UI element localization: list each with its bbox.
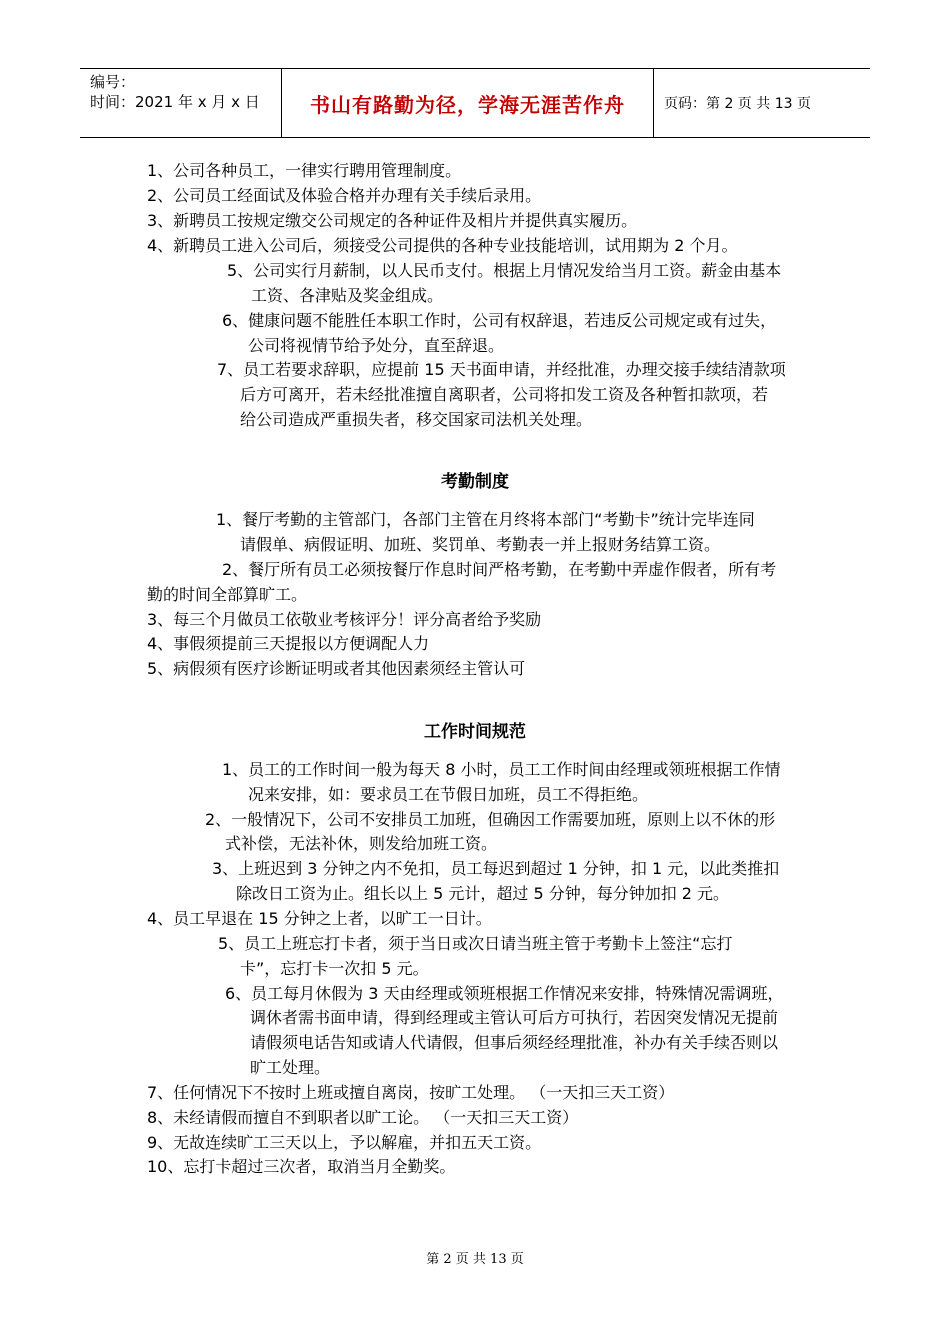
- paragraph-line: 公司将视情节给予处分，直至辞退。: [248, 336, 505, 355]
- motto: 书山有路勤为径，学海无涯苦作舟: [310, 92, 625, 117]
- paragraph-line: 2、公司员工经面试及体验合格并办理有关手续后录用。: [147, 186, 542, 205]
- page-footer: 第 2 页 共 13 页: [426, 1252, 524, 1267]
- paragraph-line: 4、新聘员工进入公司后，须接受公司提供的各种专业技能培训，试用期为 2 个月。: [147, 236, 738, 255]
- paragraph-line: 7、员工若要求辞职，应提前 15 天书面申请，并经批准，办理交接手续结清款项: [217, 360, 786, 379]
- paragraph-line: 卡”，忘打卡一次扣 5 元。: [240, 959, 429, 978]
- paragraph-line: 调休者需书面申请，得到经理或主管认可后方可执行，若因突发情况无提前: [250, 1008, 779, 1027]
- document-header: [80, 68, 870, 138]
- paragraph-line: 5、病假须有医疗诊断证明或者其他因素须经主管认可: [147, 659, 526, 678]
- paragraph-line: 10、忘打卡超过三次者，取消当月全勤奖。: [147, 1157, 456, 1176]
- paragraph-line: 工资、各津贴及奖金组成。: [251, 286, 444, 305]
- section-title-working-hours: 工作时间规范: [424, 722, 526, 742]
- paragraph-line: 2、餐厅所有员工必须按餐厅作息时间严格考勤，在考勤中弄虚作假者，所有考: [222, 560, 777, 579]
- header-page-cell: [654, 69, 870, 137]
- time-label: 时间：2021 年 x 月 x 日: [90, 93, 260, 111]
- paragraph-line: 5、员工上班忘打卡者，须于当日或次日请当班主管于考勤卡上签注“忘打: [218, 934, 733, 953]
- paragraph-line: 6、健康问题不能胜任本职工作时，公司有权辞退，若违反公司规定或有过失，: [222, 311, 777, 330]
- paragraph-line: 后方可离开，若未经批准擅自离职者，公司将扣发工资及各种暂扣款项，若: [240, 385, 769, 404]
- paragraph-line: 8、未经请假而擅自不到职者以旷工论。 （一天扣三天工资）: [147, 1108, 579, 1127]
- paragraph-line: 4、员工早退在 15 分钟之上者，以旷工一日计。: [147, 909, 492, 928]
- paragraph-line: 3、上班迟到 3 分钟之内不免扣，员工每迟到超过 1 分钟，扣 1 元，以此类推扣: [212, 859, 780, 878]
- paragraph-line: 9、无故连续旷工三天以上，予以解雇，并扣五天工资。: [147, 1133, 542, 1152]
- page-info: 页码：第 2 页 共 13 页: [664, 96, 811, 112]
- header-motto-cell: [281, 69, 654, 137]
- paragraph-line: 7、任何情况下不按时上班或擅自离岗，按旷工处理。 （一天扣三天工资）: [147, 1083, 675, 1102]
- paragraph-line: 给公司造成严重损失者，移交国家司法机关处理。: [240, 410, 593, 429]
- code-label: 编号：: [90, 73, 136, 91]
- paragraph-line: 况来安排，如：要求员工在节假日加班，员工不得拒绝。: [248, 785, 649, 804]
- section-title-attendance: 考勤制度: [441, 472, 509, 492]
- paragraph-line: 6、员工每月休假为 3 天由经理或领班根据工作情况来安排，特殊情况需调班，: [225, 984, 784, 1003]
- paragraph-line: 除改日工资为止。组长以上 5 元计，超过 5 分钟，每分钟加扣 2 元。: [236, 884, 730, 903]
- paragraph-line: 5、公司实行月薪制，以人民币支付。根据上月情况发给当月工资。薪金由基本: [227, 261, 782, 280]
- paragraph-line: 请假单、病假证明、加班、奖罚单、考勤表一并上报财务结算工资。: [240, 535, 721, 554]
- paragraph-line: 2、一般情况下，公司不安排员工加班，但确因工作需要加班，原则上以不休的形: [205, 810, 776, 829]
- paragraph-line: 3、每三个月做员工依敬业考核评分！评分高者给予奖励: [147, 610, 542, 629]
- paragraph-line: 3、新聘员工按规定缴交公司规定的各种证件及相片并提供真实履历。: [147, 211, 638, 230]
- paragraph-line: 4、事假须提前三天提报以方便调配人力: [147, 634, 430, 653]
- paragraph-line: 式补偿，无法补休，则发给加班工资。: [225, 834, 498, 853]
- paragraph-line: 勤的时间全部算旷工。: [147, 585, 308, 604]
- paragraph-line: 旷工处理。: [250, 1058, 331, 1077]
- paragraph-line: 请假须电话告知或请人代请假，但事后须经经理批准，补办有关手续否则以: [250, 1033, 779, 1052]
- paragraph-line: 1、员工的工作时间一般为每天 8 小时，员工工作时间由经理或领班根据工作情: [222, 760, 781, 779]
- header-meta: [80, 69, 281, 137]
- paragraph-line: 1、公司各种员工，一律实行聘用管理制度。: [147, 161, 462, 180]
- paragraph-line: 1、餐厅考勤的主管部门，各部门主管在月终将本部门“考勤卡”统计完毕连同: [216, 510, 755, 529]
